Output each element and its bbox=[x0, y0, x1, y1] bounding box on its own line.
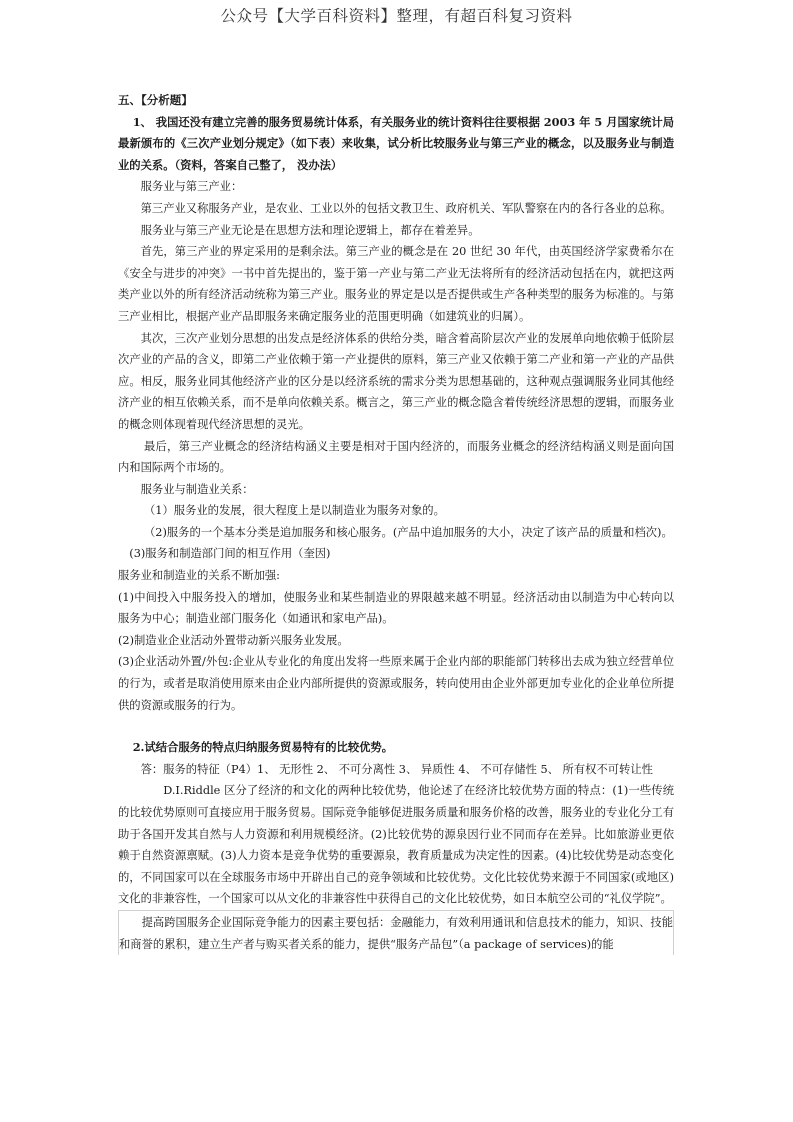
q1-paragraph-6: 最后，第三产业概念的经济结构涵义主要是相对于国内经济的，而服务业概念的经济结构涵义则是面向国内和国际两个市场的。 bbox=[118, 439, 674, 475]
q1-paragraph-1: 服务业与第三产业： bbox=[140, 180, 243, 194]
q1-paragraph-2: 第三产业又称服务产业，是农业、工业以外的包括文教卫生、政府机关、军队警察在内的各行各业的总称。 bbox=[140, 201, 672, 215]
section-title: 五、【分析题】 bbox=[118, 93, 193, 107]
q2-paragraph-2: D.I.Riddle 区分了经济的和文化的两种比较优势，他论述了在经济比较优势方面的特点：(1)一些传统的比较优势原则可直接应用于服务贸易。国际竞争能够促进服务质量和服务价格的改善，服务业的专业化分工有助于各国开发其自然与人力资源和利用规模经济。(2)比较优势的源泉因行业不同而存在差异。比如旅游业更依赖于自然资源禀赋。(3)人力资本是竞争优势的重要源泉，教育质量成为决定性的因素。(4)比较优势是动态变化的，不同国家可以在全球服务市场中开辟出自己的竞争领域和比较优势。文化比较优势来源于不同国家(或地区)文化的非兼容性，一个国家可以从文化的非兼容性中获得自己的文化比较优势，如日本航空公司的“礼仪学院”。 bbox=[118, 784, 674, 906]
q1-paragraph-10: (3)服务和制造部门间的相互作用（奎因) bbox=[129, 547, 331, 561]
page-header: 公众号【大学百科资料】整理，有超百科复习资料 bbox=[220, 7, 573, 25]
section-gap bbox=[118, 716, 674, 737]
question-2-title: 2.试结合服务的特点归纳服务贸易特有的比较优势。 bbox=[132, 740, 394, 755]
document-body bbox=[118, 90, 674, 955]
q1-paragraph-13: (2)制造业企业活动外置带动新兴服务业发展。 bbox=[118, 633, 349, 647]
q2-paragraph-3: 提高跨国服务企业国际竞争能力的因素主要包括：金融能力，有效利用通讯和信息技术的能力，知识、技能和商誉的累积，建立生产者与购买者关系的能力，提供“服务产品包”（a package of services)的能 bbox=[118, 910, 674, 955]
q1-paragraph-5: 其次，三次产业划分思想的出发点是经济体系的供给分类，暗含着高阶层次产业的发展单向地依赖于低阶层次产业的产品的含义，即第二产业依赖于第一产业提供的原料，第三产业又依赖于第二产业和第一产业的产品供应。相反，服务业同其他经济产业的区分是以经济系统的需求分类为思想基础的，这种观点强调服务业同其他经济产业的相互依赖关系，而不是单向依赖关系。概言之，第三产业的概念隐含着传统经济思想的逻辑，而服务业的概念则体现着现代经济思想的灵光。 bbox=[118, 331, 674, 431]
q1-paragraph-11: 服务业和制造业的关系不断加强: bbox=[118, 569, 280, 583]
q1-paragraph-9: （2)服务的一个基本分类是追加服务和核心服务。(产品中追加服务的大小，决定了该产品的质量和档次)。 bbox=[143, 525, 673, 539]
q1-paragraph-14: (3)企业活动外置/外包:企业从专业化的角度出发将一些原来属于企业内部的职能部门转移出去成为独立经营单位的行为，或者是取消使用原来由企业内部所提供的资源或服务，转向使用由企业外部更加专业化的企业单位所提供的资源或服务的行为。 bbox=[118, 655, 674, 712]
q1-paragraph-12: (1)中间投入中服务投入的增加，使服务业和某些制造业的界限越来越不明显。经济活动由以制造为中心转向以服务为中心；制造业部门服务化（如通讯和家电产品)。 bbox=[118, 590, 674, 626]
q1-paragraph-8: （1）服务业的发展，很大程度上是以制造业为服务对象的。 bbox=[143, 504, 445, 518]
q1-paragraph-3: 服务业与第三产业无论是在思想方法和理论逻辑上，都存在着差异。 bbox=[140, 223, 480, 237]
q1-paragraph-7: 服务业与制造业关系： bbox=[140, 482, 254, 496]
q1-paragraph-4: 首先，第三产业的界定采用的是剩余法。第三产业的概念是在 20 世纪 30 年代，由英国经济学家费希尔在《安全与进步的冲突》一书中首先提出的，鉴于第一产业与第二产业无法将所有的经济活动包括在内，就把这两类产业以外的所有经济活动统称为第三产业。服务业的界定是以是否提供或生产各种类型的服务为标准的。与第三产业相比，根据产业产品即服务来确定服务业的范围更明确（如建筑业的归属）。 bbox=[118, 245, 674, 323]
question-1-title: 1、 我国还没有建立完善的服务贸易统计体系，有关服务业的统计资料往往要根据 2003 年 5 月国家统计局最新颁布的《三次产业划分规定》（如下表）来收集，试分析比较服务业与第三产业的概念，以及服务业与制造业的关系。（资料，答案自己整了， 没办法） bbox=[118, 114, 674, 172]
q2-paragraph-1: 答：服务的特征（P4）1、 无形性 2、 不可分离性 3、 异质性 4、 不可存储性 5、 所有权不可转让性 bbox=[140, 762, 653, 776]
